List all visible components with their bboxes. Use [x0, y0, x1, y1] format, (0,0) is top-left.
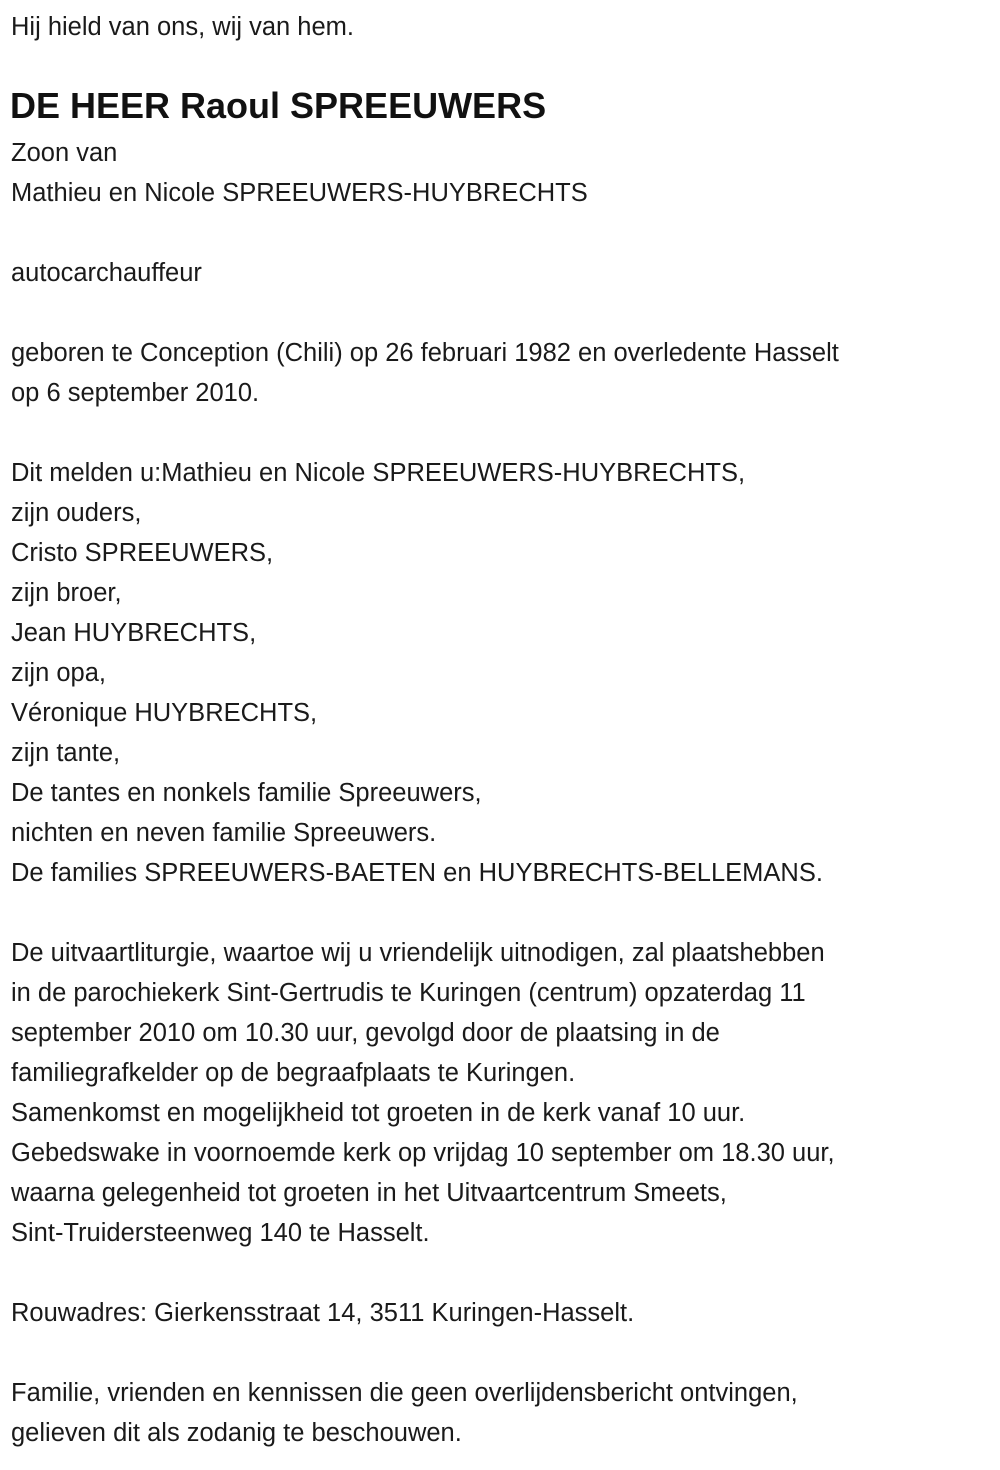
- funeral-line: in de parochiekerk Sint-Gertrudis te Kuringen (centrum) opzaterdag 11: [11, 979, 806, 1007]
- funeral-line: De uitvaartliturgie, waartoe wij u vriendelijk uitnodigen, zal plaatshebben: [11, 939, 825, 967]
- funeral-line: Sint-Truidersteenweg 140 te Hasselt.: [11, 1219, 430, 1247]
- announcer-line: De tantes en nonkels familie Spreeuwers,: [11, 779, 482, 807]
- announcer-line: Véronique HUYBRECHTS,: [11, 699, 318, 727]
- parents-names: Mathieu en Nicole SPREEUWERS-HUYBRECHTS: [11, 179, 588, 207]
- birth-death-line: geboren te Conception (Chili) op 26 februari 1982 en overledente Hasselt: [11, 339, 839, 367]
- announcer-line: zijn ouders,: [11, 499, 142, 527]
- funeral-line: Samenkomst en mogelijkheid tot groeten in de kerk vanaf 10 uur.: [11, 1099, 746, 1127]
- profession: autocarchauffeur: [11, 259, 202, 287]
- mourning-address: Rouwadres: Gierkensstraat 14, 3511 Kuringen-Hasselt.: [11, 1299, 635, 1327]
- announcer-line: zijn opa,: [11, 659, 106, 687]
- funeral-line: Gebedswake in voornoemde kerk op vrijdag 10 september om 18.30 uur,: [11, 1139, 835, 1167]
- closing-line: gelieven dit als zodanig te beschouwen.: [11, 1419, 462, 1447]
- funeral-line: familiegrafkelder op de begraafplaats te Kuringen.: [11, 1059, 576, 1087]
- announcer-line: zijn broer,: [11, 579, 122, 607]
- deceased-name-title: DE HEER Raoul SPREEUWERS: [10, 85, 547, 126]
- parents-label: Zoon van: [11, 139, 118, 167]
- announcer-line: nichten en neven familie Spreeuwers.: [11, 819, 437, 847]
- announcer-line: Cristo SPREEUWERS,: [11, 539, 274, 567]
- announcer-line: De families SPREEUWERS-BAETEN en HUYBRECHTS-BELLEMANS.: [11, 859, 823, 887]
- announcer-line: Jean HUYBRECHTS,: [11, 619, 257, 647]
- birth-death-line: op 6 september 2010.: [11, 379, 260, 407]
- intro-line: Hij hield van ons, wij van hem.: [11, 13, 354, 41]
- announcer-line: zijn tante,: [11, 739, 121, 767]
- funeral-line: waarna gelegenheid tot groeten in het Uitvaartcentrum Smeets,: [11, 1179, 727, 1207]
- funeral-line: september 2010 om 10.30 uur, gevolgd door de plaatsing in de: [11, 1019, 720, 1047]
- announcer-line: Dit melden u:Mathieu en Nicole SPREEUWERS-HUYBRECHTS,: [11, 459, 746, 487]
- closing-line: Familie, vrienden en kennissen die geen overlijdensbericht ontvingen,: [11, 1379, 798, 1407]
